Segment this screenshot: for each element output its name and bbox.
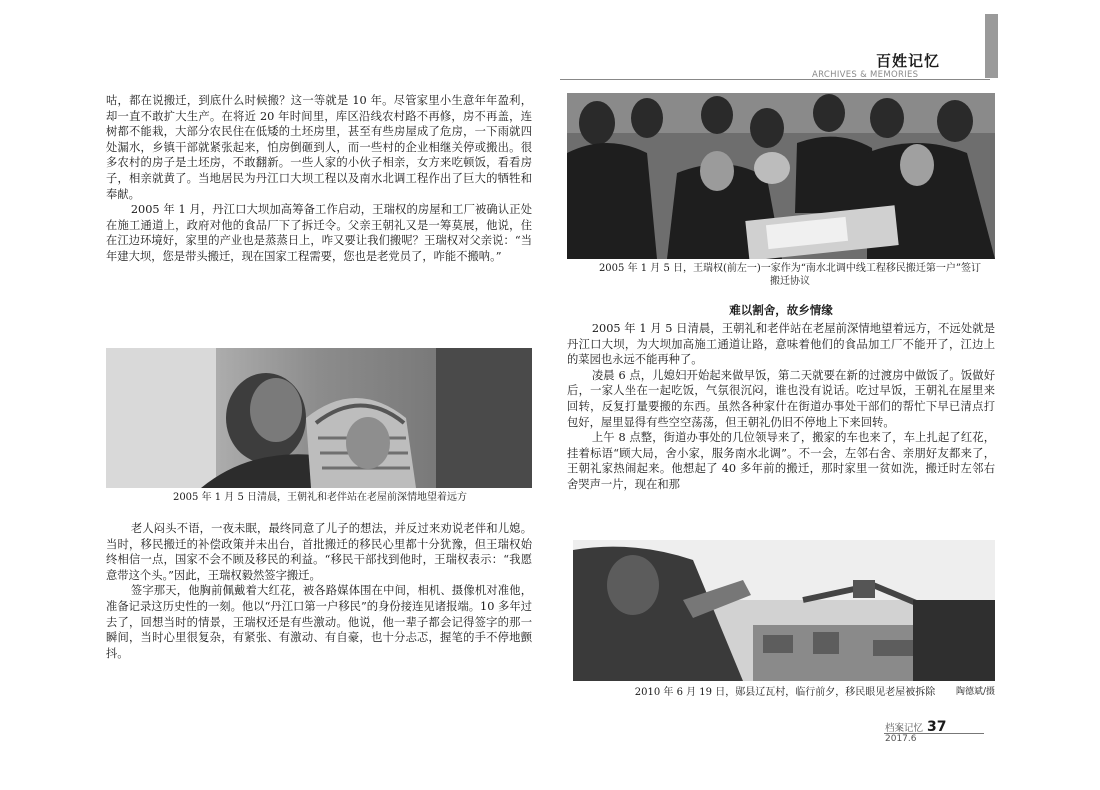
- photo3-credit: 陶德斌/摄: [955, 687, 995, 697]
- photo-signing-ceremony: [567, 93, 995, 259]
- photo1-caption: 2005 年 1 月 5 日清晨，王朝礼和老伴站在老屋前深情地望着远方: [172, 492, 468, 503]
- footer-rule: [884, 733, 984, 734]
- paragraph: 老人闷头不语，一夜未眠，最终同意了儿子的想法，并反过来劝说老伴和儿媳。当时，移民搬迁的补偿政策并未出台，首批搬迁的移民心里都十分犹豫，但王瑞权始终相信一点，国家不会不顾及移民的利益。“移民干部找到他时，王瑞权表示：“我愿意带这个头。”因此，王瑞权毅然签字搬迁。: [106, 522, 532, 582]
- left-column-bottom-text: [106, 521, 532, 661]
- header-rule: [560, 79, 990, 80]
- photo3-caption-text: 2010 年 6 月 19 日，郧县辽瓦村，临行前夕，移民眼见老屋被拆除: [634, 687, 936, 698]
- page-number: 37: [927, 719, 947, 735]
- paragraph: 上午 8 点整，街道办事处的几位领导来了，搬家的车也来了，车上扎起了红花，挂着标语“顾大局，舍小家，服务南水北调”。不一会，左邻右舍、亲朋好友都来了，王朝礼家热闹起来。他想起了 40 多年前的搬迁，那时家里一贫如洗，搬迁时左邻右舍哭声一片，现在和那: [567, 431, 995, 491]
- photo2-caption: 2005 年 1 月 5 日，王瑞权(前左一)一家作为“南水北调中线工程移民搬迁第一户”签订搬迁协议: [598, 263, 982, 287]
- footer-date: 2017.6: [885, 734, 917, 744]
- footer-brand: 档案记忆: [885, 723, 924, 734]
- right-column-text: [567, 321, 995, 493]
- paragraph: 2005 年 1 月，丹江口大坝加高筹备工作启动，王瑞权的房屋和工厂被确认正处在施工通道上，政府对他的食品厂下了拆迁令。父亲王朝礼又是一筹莫展，他说，住在江边环境好，家里的产业也是蒸蒸日上，咋又要让我们搬呢？王瑞权对父亲说：“当年建大坝，您是带头搬迁，现在国家工程需要，您也是老党员了，咋能不搬呐。”: [106, 203, 532, 263]
- paragraph: 咕，都在说搬迁，到底什么时候搬？这一等就是 10 年。尽管家里小生意年年盈利，却一直不敢扩大生产。在将近 20 年时间里，库区沿线农村路不再修，房不再盖，连树都不能栽，大部分农民住在低矮的土坯房里，甚至有些房屋成了危房，一下雨就四处漏水，乡镇干部就紧张起来，怕房倒砸到人，而一些村的企业相继关停或搬出。很多农村的房子是土坯房，不敢翻新。一些人家的小伙子相亲，女方来吃顿饭，看看房子，相亲就黄了。当地居民为丹江口大坝工程以及南水北调工程作出了巨大的牺牲和奉献。: [106, 94, 532, 201]
- section-header-title: 百姓记忆: [876, 52, 941, 70]
- paragraph: 签字那天，他胸前佩戴着大红花，被各路媒体围在中间，相机、摄像机对准他，准备记录这历史性的一刻。他以“丹江口第一户移民”的身份接连见诸报端。10 多年过去了，回想当时的情景，王瑞权还是有些激动。他说，他一辈子都会记得签字的那一瞬间，当时心里很复杂，有紧张、有激动、有自豪，也十分忐忑，握笔的手不停地颤抖。: [106, 584, 532, 660]
- photo-elderly-couple: [106, 348, 532, 488]
- paragraph: 2005 年 1 月 5 日清晨，王朝礼和老伴站在老屋前深情地望着远方，不远处就是丹江口大坝，为大坝加高施工通道让路，意味着他们的食品加工厂不能开了，江边上的菜园也永远不能再种了。: [567, 322, 995, 367]
- photo3-caption: [575, 686, 995, 699]
- left-column-top-text: [106, 93, 532, 265]
- photo-demolition: [573, 540, 995, 681]
- paragraph: 凌晨 6 点，儿媳妇开始起来做早饭，第二天就要在新的过渡房中做饭了。饭做好后，一家人坐在一起吃饭，气氛很沉闷，谁也没有说话。吃过早饭，王朝礼在屋里来回转，反复打量要搬的东西。虽然各种家什在街道办事处干部们的帮忙下早已清点打包好，屋里显得有些空空荡荡，但王朝礼仍旧不停地上下来回转。: [567, 368, 995, 429]
- section-heading: 难以割舍，故乡情缘: [729, 303, 833, 317]
- header-accent-bar: [985, 14, 998, 78]
- section-header-subtitle: ARCHIVES & MEMORIES: [812, 70, 919, 80]
